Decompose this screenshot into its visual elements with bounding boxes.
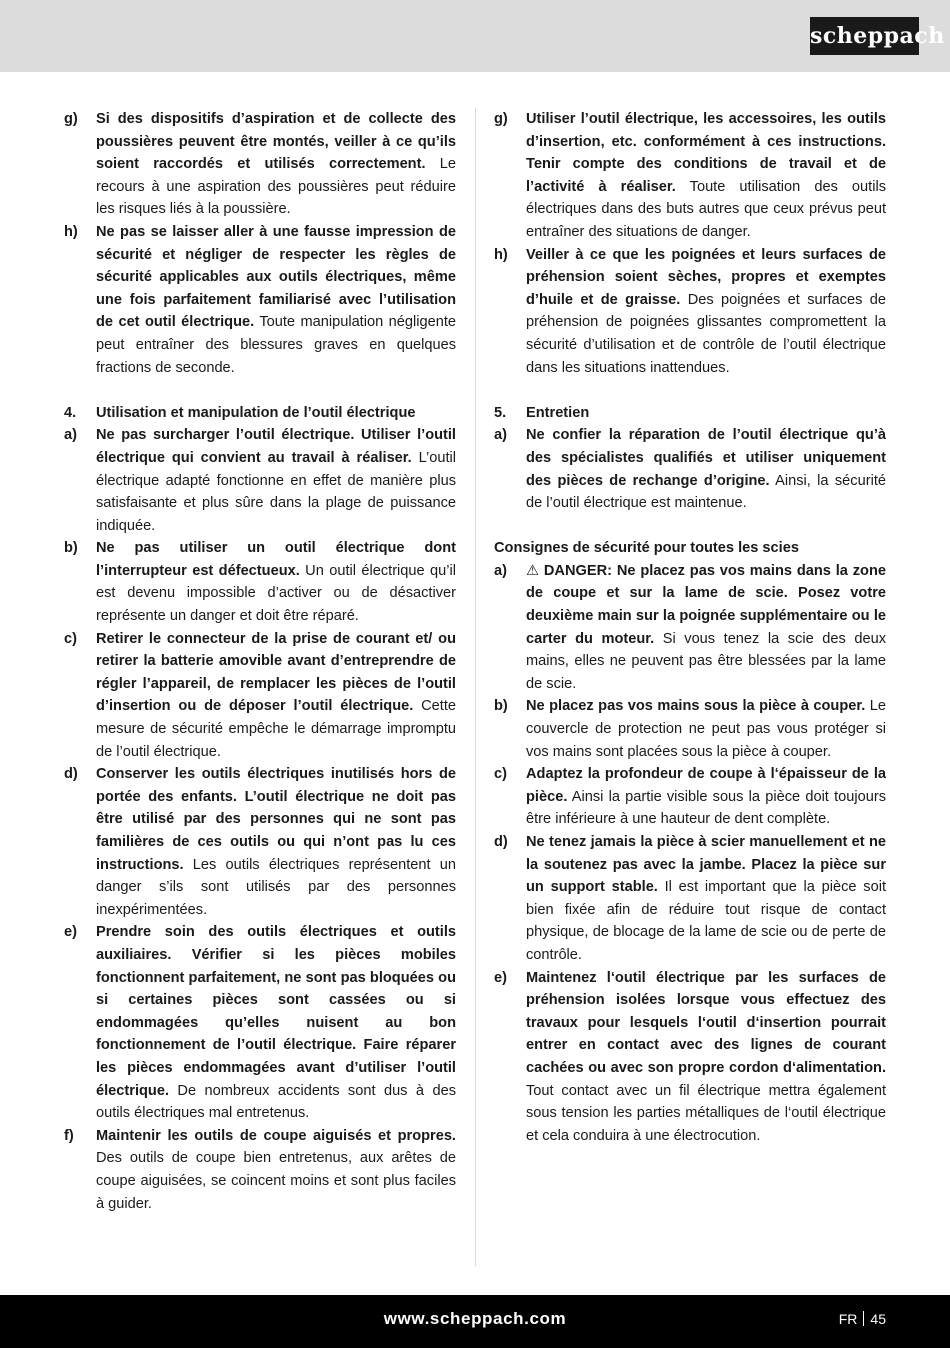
item-text [96, 221, 456, 379]
item-normal-text: Cette mesure de sécurité empêche le démarrage impromptu de l’outil électrique. [96, 698, 457, 760]
item-bold-text: DANGER: Ne placez pas vos mains dans la zone de coupe et sur la lame de scie. Posez votre deuxième main sur la poignée supplémentaire ou le carter du moteur. [526, 562, 886, 647]
section-number: 5. [494, 404, 507, 421]
list-item [64, 628, 456, 764]
list-item [64, 921, 456, 1124]
left-column [64, 108, 456, 1215]
item-bold-text: Conserver les outils électriques inutilisés hors de portée des enfants. L’outil électrique ne doit pas être utilisé par des personnes qui ne sont pas familières de ces outils ou qui n’ont pas lu ces instructions. [96, 766, 456, 873]
item-label: a) [64, 427, 77, 444]
list-item [64, 424, 456, 537]
item-label: a) [494, 427, 507, 444]
item-label: c) [494, 766, 507, 783]
item-normal-text: Le recours à une aspiration des poussières peut réduire les risques liés à la poussière. [96, 156, 456, 218]
list-item [64, 1125, 456, 1215]
saws-safety-heading: Consignes de sécurité pour toutes les scies [494, 540, 799, 557]
section-number: 4. [64, 404, 77, 421]
item-label: g) [494, 111, 508, 127]
list-item [494, 967, 886, 1148]
item-bold-text: Ne confier la réparation de l’outil électrique qu’à des spécialistes qualifiés et utiliser uniquement des pièces de rechange d’origine. [526, 427, 886, 489]
item-label: d) [494, 834, 508, 850]
item-normal-text: Les outils électriques représentent un danger s’ils sont utilisés par des personnes inexpérimentées. [96, 856, 456, 918]
item-label: a) [494, 562, 507, 579]
item-label: e) [64, 924, 77, 941]
list-item [494, 831, 886, 967]
item-label: c) [64, 630, 77, 647]
item-normal-text: Ainsi, la sécurité de l’outil électrique est maintenue. [526, 472, 886, 512]
item-text [526, 108, 886, 244]
list-item [494, 560, 886, 696]
list-item [64, 763, 456, 921]
item-text [96, 1125, 456, 1215]
item-bold-text: Ne pas se laisser aller à une fausse impression de sécurité et négliger de respecter les règles de sécurité applicables aux outils électriques, même une fois parfaitement familiarisé avec l’utilisation de cet outil électrique. [96, 223, 456, 331]
list-item [64, 221, 456, 379]
item-label: f) [64, 1127, 74, 1144]
item-label: e) [494, 969, 507, 986]
item-normal-text: Tout contact avec un fil électrique mettra également sous tension les parties métalliques de l‘outil électrique et cela conduira à une électrocution. [526, 1082, 886, 1144]
item-text [96, 108, 456, 221]
item-bold-text: Utiliser l’outil électrique, les accessoires, les outils d’insertion, etc. conformément à ces instructions. Tenir compte des conditions de travail et de l’activité à réaliser. [526, 111, 886, 195]
spacer [494, 379, 886, 402]
section-heading [64, 402, 456, 425]
right-column [494, 108, 886, 1147]
item-bold-text: Retirer le connecteur de la prise de courant et/ ou retirer la batterie amovible avant d’entreprendre de régler l’appareil, de remplacer les pièces de l’outil d’insertion ou de déposer l’outil électrique. [96, 630, 456, 715]
item-bold-text: Ne pas surcharger l’outil électrique. Utiliser l’outil électrique qui convient au travail à réaliser. [96, 427, 456, 466]
item-text [96, 763, 456, 921]
item-normal-text: Un outil électrique qu’il est devenu impossible d’activer ou de désactiver représente un danger et doit être réparé. [96, 562, 456, 625]
item-bold-text: Ne tenez jamais la pièce à scier manuellement et ne la soutenez pas avec la jambe. Placez la pièce sur un support stable. [526, 834, 886, 896]
page-number [839, 1295, 886, 1343]
item-label: b) [64, 540, 78, 557]
item-text [526, 763, 886, 831]
page-footer [0, 1295, 950, 1348]
item-text [96, 424, 456, 537]
column-divider [475, 108, 476, 1266]
item-normal-text: Toute manipulation négligente peut entraîner des blessures graves en quelques fractions de seconde. [96, 314, 456, 376]
item-text [96, 921, 456, 1124]
item-normal-text: L’outil électrique adapté fonctionne en effet de manière plus satisfaisante et plus sûre dans la plage de puissance indiquée. [96, 449, 456, 534]
item-text [526, 967, 886, 1148]
spacer [64, 379, 456, 402]
list-item [64, 108, 456, 221]
page-number-value: 45 [870, 1311, 886, 1327]
item-text [526, 244, 886, 380]
item-label: g) [64, 111, 78, 127]
item-normal-text: Des outils de coupe bien entretenus, aux arêtes de coupe aiguisées, se coincent moins et sont plus faciles à guider. [96, 1150, 456, 1212]
item-bold-text: Veiller à ce que les poignées et leurs surfaces de préhension soient sèches, propres et exemptes d’huile et de graisse. [526, 246, 886, 308]
language-code: FR [838, 1311, 858, 1327]
item-bold-text: Si des dispositifs d’aspiration et de collecte des poussières peuvent être montés, veiller à ce qu’ils soient raccordés et utilisés correctement. [96, 111, 456, 173]
item-bold-text: Maintenir les outils de coupe aiguisés et propres. [96, 1127, 456, 1144]
list-item [494, 424, 886, 514]
list-item [494, 763, 886, 831]
item-label: b) [494, 698, 508, 715]
list-item [494, 244, 886, 380]
brand-logo: scheppach [810, 17, 919, 55]
separator [863, 1311, 864, 1326]
section-heading [494, 402, 886, 425]
spacer [494, 515, 886, 538]
item-text [96, 537, 456, 627]
item-text [526, 831, 886, 967]
list-item [64, 537, 456, 627]
website-link[interactable]: www.scheppach.com [383, 1309, 567, 1328]
item-bold-text: Ne placez pas vos mains sous la pièce à couper. [526, 698, 866, 715]
item-bold-text: Adaptez la profondeur de coupe à l‘épaisseur de la pièce. [526, 766, 886, 805]
item-text [526, 560, 886, 696]
item-bold-text: Ne pas utiliser un outil électrique dont l’interrupteur est défectueux. [96, 540, 456, 579]
item-normal-text: Il est important que la pièce soit bien fixée afin de réduire tout risque de contact physique, de blocage de la lame de scie ou de perte de contrôle. [526, 879, 886, 963]
list-item [494, 695, 886, 763]
item-normal-text: Toute utilisation des outils électriques dans des buts autres que ceux prévus peut entraîner des situations de danger. [526, 178, 886, 240]
item-normal-text: Le couvercle de protection ne peut pas vous protéger si vos mains sont placées sous la pièce à couper. [526, 698, 886, 760]
item-text [526, 695, 886, 763]
item-normal-text: Ainsi la partie visible sous la pièce doit toujours être inférieure à une hauteur de dent complète. [526, 788, 886, 828]
item-text [96, 628, 456, 764]
item-normal-text: Des poignées et surfaces de préhension de poignées glissantes compromettent la sécurité d’utilisation et de contrôle de l’outil électrique dans les situations inattendues. [526, 291, 886, 376]
item-label: h) [64, 223, 78, 240]
item-label: h) [494, 246, 508, 263]
item-normal-text: Si vous tenez la scie des deux mains, elles ne peuvent pas être blessées par la lame de scie. [526, 630, 887, 692]
page-header [0, 0, 950, 72]
item-label: d) [64, 766, 78, 783]
warning-triangle-icon: ⚠ [526, 562, 540, 579]
section-title: Entretien [526, 404, 590, 421]
list-item [494, 108, 886, 244]
item-normal-text: De nombreux accidents sont dus à des outils électriques mal entretenus. [96, 1082, 456, 1122]
item-text [526, 424, 886, 514]
item-bold-text: Maintenez l‘outil électrique par les surfaces de préhension isolées lorsque vous effectuez des travaux pour lesquels l‘outil d‘insertion pourrait entrer en contact avec des lignes de courant cachées ou avec son propre cordon d‘alimentation. [526, 969, 886, 1076]
item-bold-text: Prendre soin des outils électriques et outils auxiliaires. Vérifier si les pièces mobiles fonctionnent parfaitement, ne sont pas bloquées ou si certaines pièces sont cassées ou si endommagées qu’elles nuisent au bon fonctionnement de l’outil électrique. Faire réparer les pièces endommagées avant d’utiliser l’outil électrique. [96, 924, 456, 1099]
section-title: Utilisation et manipulation de l’outil électrique [96, 404, 416, 421]
